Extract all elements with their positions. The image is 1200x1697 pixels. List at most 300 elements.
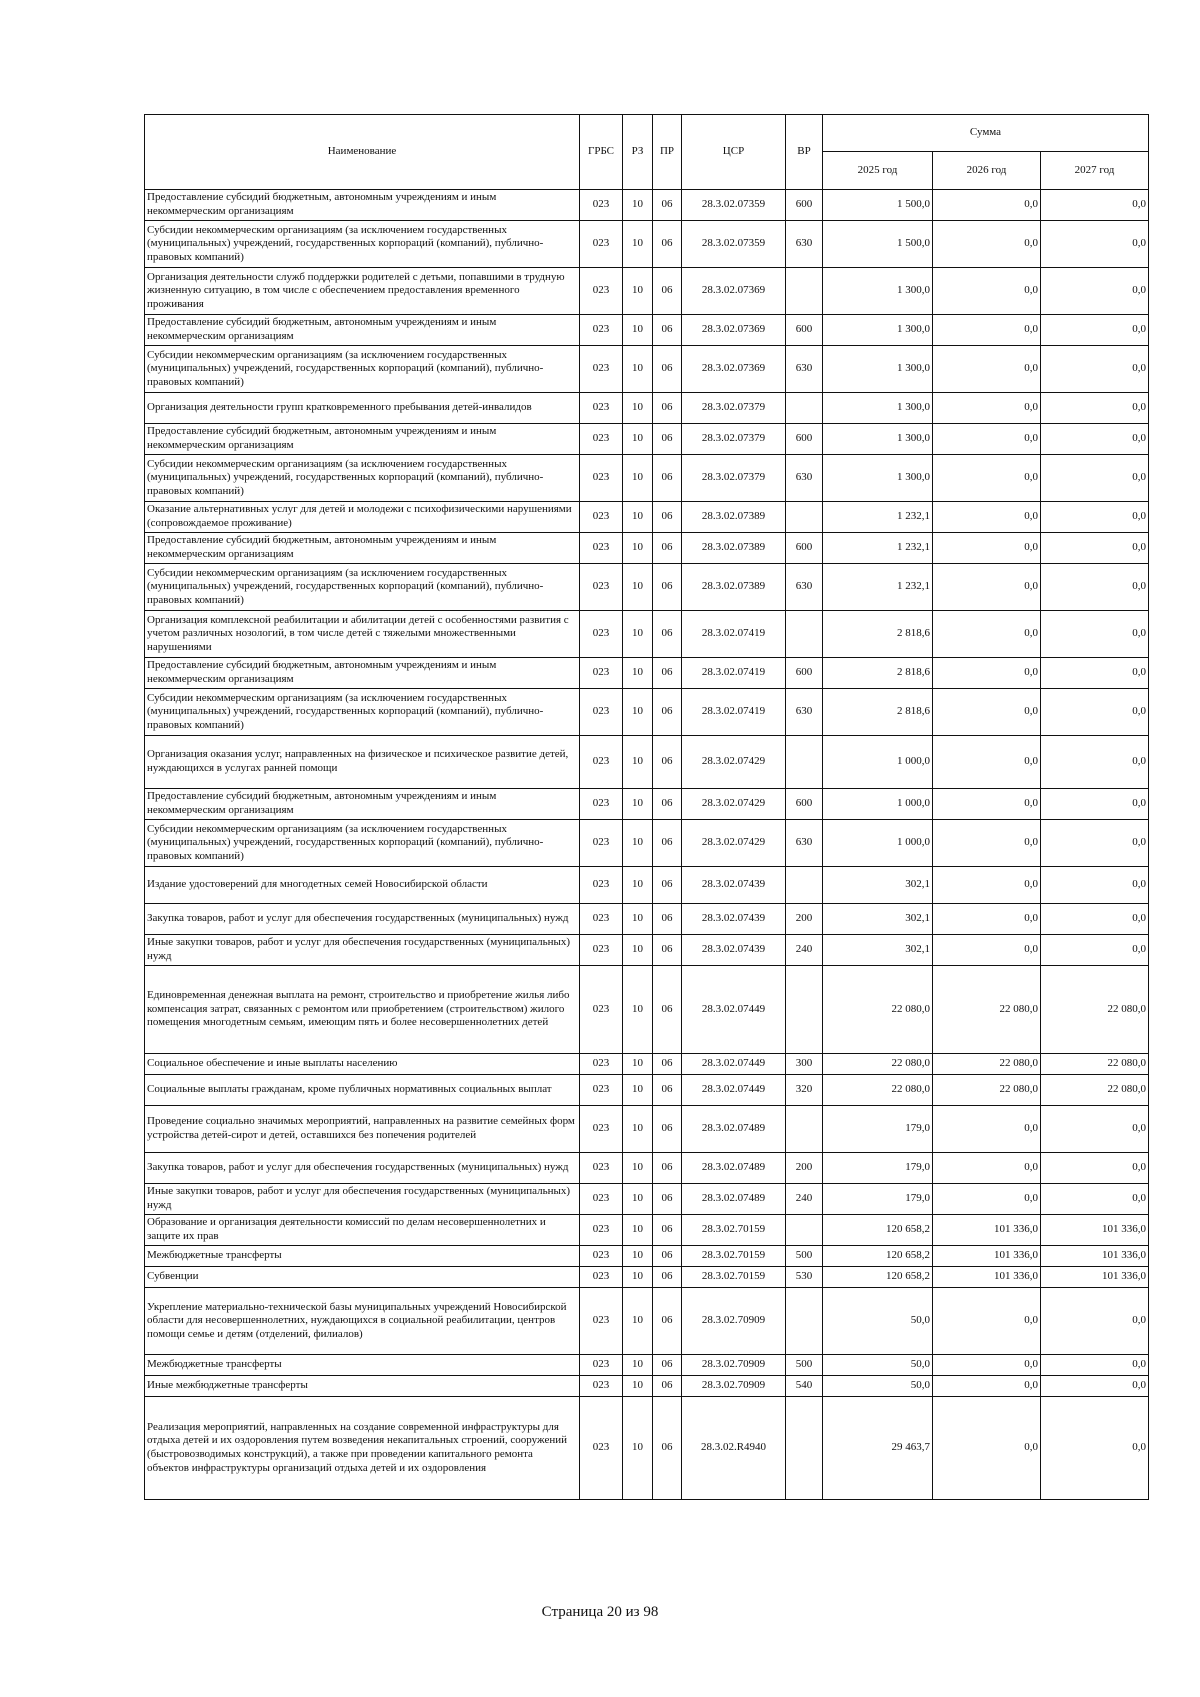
row-name: Межбюджетные трансферты xyxy=(145,1355,580,1376)
row-sum-2027: 0,0 xyxy=(1041,1153,1149,1184)
row-grbs: 023 xyxy=(580,315,623,346)
row-name: Субвенции xyxy=(145,1267,580,1288)
row-pr: 06 xyxy=(653,1184,682,1215)
page-number: Страница 20 из 98 xyxy=(541,1604,659,1620)
row-rz: 10 xyxy=(623,966,653,1054)
row-sum-2025: 1 232,1 xyxy=(823,564,933,611)
row-sum-2027: 101 336,0 xyxy=(1041,1267,1149,1288)
row-csr: 28.3.02.07449 xyxy=(682,1075,786,1106)
row-vr: 320 xyxy=(786,1075,823,1106)
header-name: Наименование xyxy=(145,115,580,190)
row-sum-2027: 0,0 xyxy=(1041,502,1149,533)
header-sum: Сумма xyxy=(823,115,1149,152)
row-vr xyxy=(786,1288,823,1355)
row-sum-2026: 0,0 xyxy=(933,1106,1041,1153)
row-vr: 500 xyxy=(786,1246,823,1267)
row-grbs: 023 xyxy=(580,789,623,820)
row-sum-2025: 1 300,0 xyxy=(823,455,933,502)
row-sum-2026: 0,0 xyxy=(933,346,1041,393)
row-name: Предоставление субсидий бюджетным, автономным учреждениям и иным некоммерческим организациям xyxy=(145,658,580,689)
row-vr: 600 xyxy=(786,789,823,820)
table-row xyxy=(145,1376,1149,1397)
row-csr: 28.3.02.07449 xyxy=(682,966,786,1054)
row-sum-2026: 22 080,0 xyxy=(933,966,1041,1054)
row-name: Организация комплексной реабилитации и абилитации детей с особенностями развития с учетом различных нозологий, в том числе детей с тяжелыми множественными нарушениями xyxy=(145,611,580,658)
row-csr: 28.3.02.07419 xyxy=(682,689,786,736)
table-row xyxy=(145,689,1149,736)
row-grbs: 023 xyxy=(580,658,623,689)
row-rz: 10 xyxy=(623,424,653,455)
row-rz: 10 xyxy=(623,789,653,820)
row-pr: 06 xyxy=(653,904,682,935)
row-sum-2026: 0,0 xyxy=(933,190,1041,221)
row-csr: 28.3.02.07419 xyxy=(682,611,786,658)
row-csr: 28.3.02.07489 xyxy=(682,1184,786,1215)
row-sum-2026: 0,0 xyxy=(933,424,1041,455)
table-row xyxy=(145,315,1149,346)
row-vr: 540 xyxy=(786,1376,823,1397)
row-sum-2027: 0,0 xyxy=(1041,393,1149,424)
row-sum-2027: 0,0 xyxy=(1041,789,1149,820)
row-sum-2027: 0,0 xyxy=(1041,904,1149,935)
row-csr: 28.3.02.07379 xyxy=(682,455,786,502)
row-vr: 500 xyxy=(786,1355,823,1376)
row-grbs: 023 xyxy=(580,1267,623,1288)
row-pr: 06 xyxy=(653,1106,682,1153)
row-sum-2025: 22 080,0 xyxy=(823,1054,933,1075)
header-2027: 2027 год xyxy=(1041,152,1149,190)
row-grbs: 023 xyxy=(580,268,623,315)
row-name: Иные закупки товаров, работ и услуг для обеспечения государственных (муниципальных) нужд xyxy=(145,935,580,966)
row-name: Социальные выплаты гражданам, кроме публичных нормативных социальных выплат xyxy=(145,1075,580,1106)
row-vr xyxy=(786,268,823,315)
row-sum-2025: 1 300,0 xyxy=(823,346,933,393)
row-vr xyxy=(786,1106,823,1153)
row-grbs: 023 xyxy=(580,1184,623,1215)
row-vr: 200 xyxy=(786,904,823,935)
row-csr: 28.3.02.07359 xyxy=(682,190,786,221)
row-grbs: 023 xyxy=(580,1376,623,1397)
row-rz: 10 xyxy=(623,1288,653,1355)
table-row xyxy=(145,1184,1149,1215)
row-name: Реализация мероприятий, направленных на создание современной инфраструктуры для отдыха детей и их оздоровления путем возведения некапитальных строений, сооружений (быстровозводимых конструкций), а также при проведении капитального ремонта объектов инфраструктуры организаций отдыха детей и их оздоровления xyxy=(145,1397,580,1500)
row-grbs: 023 xyxy=(580,966,623,1054)
row-rz: 10 xyxy=(623,1267,653,1288)
row-vr xyxy=(786,867,823,904)
row-csr: 28.3.02.07439 xyxy=(682,935,786,966)
row-sum-2026: 0,0 xyxy=(933,221,1041,268)
table-row xyxy=(145,1397,1149,1500)
row-pr: 06 xyxy=(653,424,682,455)
row-name: Социальное обеспечение и иные выплаты населению xyxy=(145,1054,580,1075)
row-rz: 10 xyxy=(623,346,653,393)
row-pr: 06 xyxy=(653,736,682,789)
header-csr: ЦСР xyxy=(682,115,786,190)
table-row xyxy=(145,268,1149,315)
row-name: Субсидии некоммерческим организациям (за исключением государственных (муниципальных) учреждений, государственных корпораций (компаний), публично-правовых компаний) xyxy=(145,820,580,867)
row-grbs: 023 xyxy=(580,1106,623,1153)
table-row xyxy=(145,789,1149,820)
row-csr: 28.3.02.07429 xyxy=(682,820,786,867)
row-sum-2026: 0,0 xyxy=(933,1153,1041,1184)
row-rz: 10 xyxy=(623,1355,653,1376)
row-sum-2025: 1 000,0 xyxy=(823,820,933,867)
row-vr: 600 xyxy=(786,533,823,564)
row-name: Укрепление материально-технической базы муниципальных учреждений Новосибирской области для несовершеннолетних, нуждающихся в социальной реабилитации, центров помощи семье и детям (отделений, филиалов) xyxy=(145,1288,580,1355)
table-body xyxy=(145,190,1149,1500)
row-pr: 06 xyxy=(653,867,682,904)
row-rz: 10 xyxy=(623,268,653,315)
row-name: Субсидии некоммерческим организациям (за исключением государственных (муниципальных) учреждений, государственных корпораций (компаний), публично-правовых компаний) xyxy=(145,346,580,393)
row-grbs: 023 xyxy=(580,1215,623,1246)
row-sum-2026: 0,0 xyxy=(933,904,1041,935)
row-pr: 06 xyxy=(653,1054,682,1075)
row-name: Предоставление субсидий бюджетным, автономным учреждениям и иным некоммерческим организациям xyxy=(145,789,580,820)
row-sum-2027: 0,0 xyxy=(1041,820,1149,867)
row-vr xyxy=(786,393,823,424)
table-row xyxy=(145,221,1149,268)
row-name: Межбюджетные трансферты xyxy=(145,1246,580,1267)
row-rz: 10 xyxy=(623,315,653,346)
row-sum-2025: 1 500,0 xyxy=(823,190,933,221)
table-row xyxy=(145,1246,1149,1267)
row-csr: 28.3.02.70159 xyxy=(682,1267,786,1288)
row-sum-2026: 101 336,0 xyxy=(933,1267,1041,1288)
row-pr: 06 xyxy=(653,935,682,966)
row-name: Единовременная денежная выплата на ремонт, строительство и приобретение жилья либо компенсация затрат, связанных с ремонтом или приобретением (строительством) жилого помещения многодетным семьям, имеющим пять и более несовершеннолетних детей xyxy=(145,966,580,1054)
row-name: Закупка товаров, работ и услуг для обеспечения государственных (муниципальных) нужд xyxy=(145,904,580,935)
row-rz: 10 xyxy=(623,502,653,533)
row-sum-2025: 1 300,0 xyxy=(823,393,933,424)
row-pr: 06 xyxy=(653,502,682,533)
row-csr: 28.3.02.07429 xyxy=(682,736,786,789)
row-sum-2025: 2 818,6 xyxy=(823,658,933,689)
table-row xyxy=(145,1153,1149,1184)
row-sum-2027: 0,0 xyxy=(1041,1397,1149,1500)
row-grbs: 023 xyxy=(580,867,623,904)
row-rz: 10 xyxy=(623,611,653,658)
row-pr: 06 xyxy=(653,190,682,221)
row-csr: 28.3.02.07439 xyxy=(682,904,786,935)
row-pr: 06 xyxy=(653,1397,682,1500)
row-sum-2027: 0,0 xyxy=(1041,689,1149,736)
row-vr: 630 xyxy=(786,221,823,268)
row-vr xyxy=(786,1215,823,1246)
row-sum-2027: 0,0 xyxy=(1041,1184,1149,1215)
row-sum-2026: 0,0 xyxy=(933,1376,1041,1397)
row-sum-2027: 0,0 xyxy=(1041,867,1149,904)
row-name: Оказание альтернативных услуг для детей и молодежи с психофизическими нарушениями (сопровождаемое проживание) xyxy=(145,502,580,533)
row-name: Предоставление субсидий бюджетным, автономным учреждениям и иным некоммерческим организациям xyxy=(145,315,580,346)
row-rz: 10 xyxy=(623,1106,653,1153)
row-vr xyxy=(786,611,823,658)
row-sum-2025: 120 658,2 xyxy=(823,1267,933,1288)
row-sum-2027: 0,0 xyxy=(1041,190,1149,221)
row-vr: 630 xyxy=(786,564,823,611)
row-pr: 06 xyxy=(653,1075,682,1106)
row-sum-2027: 0,0 xyxy=(1041,611,1149,658)
row-csr: 28.3.02.07489 xyxy=(682,1153,786,1184)
row-sum-2027: 0,0 xyxy=(1041,1355,1149,1376)
row-csr: 28.3.02.70909 xyxy=(682,1288,786,1355)
table-row xyxy=(145,1106,1149,1153)
row-vr: 240 xyxy=(786,935,823,966)
header-rz: РЗ xyxy=(623,115,653,190)
row-pr: 06 xyxy=(653,1267,682,1288)
row-grbs: 023 xyxy=(580,221,623,268)
row-sum-2026: 0,0 xyxy=(933,658,1041,689)
row-grbs: 023 xyxy=(580,1054,623,1075)
row-vr xyxy=(786,502,823,533)
row-grbs: 023 xyxy=(580,1153,623,1184)
table-row xyxy=(145,455,1149,502)
row-sum-2026: 0,0 xyxy=(933,1397,1041,1500)
row-pr: 06 xyxy=(653,658,682,689)
row-rz: 10 xyxy=(623,393,653,424)
row-grbs: 023 xyxy=(580,1288,623,1355)
row-pr: 06 xyxy=(653,611,682,658)
row-csr: 28.3.02.70159 xyxy=(682,1215,786,1246)
table-row xyxy=(145,1215,1149,1246)
row-sum-2025: 302,1 xyxy=(823,935,933,966)
row-vr: 630 xyxy=(786,820,823,867)
row-sum-2026: 0,0 xyxy=(933,1355,1041,1376)
row-vr xyxy=(786,736,823,789)
row-rz: 10 xyxy=(623,689,653,736)
table-row xyxy=(145,393,1149,424)
row-csr: 28.3.02.07389 xyxy=(682,502,786,533)
row-sum-2025: 179,0 xyxy=(823,1153,933,1184)
row-csr: 28.3.02.07389 xyxy=(682,533,786,564)
row-rz: 10 xyxy=(623,1075,653,1106)
row-sum-2026: 0,0 xyxy=(933,268,1041,315)
table-row xyxy=(145,346,1149,393)
table-row xyxy=(145,935,1149,966)
row-grbs: 023 xyxy=(580,1075,623,1106)
row-sum-2027: 101 336,0 xyxy=(1041,1246,1149,1267)
row-rz: 10 xyxy=(623,820,653,867)
row-grbs: 023 xyxy=(580,904,623,935)
row-sum-2027: 0,0 xyxy=(1041,424,1149,455)
row-sum-2025: 50,0 xyxy=(823,1376,933,1397)
row-sum-2027: 0,0 xyxy=(1041,736,1149,789)
table-row xyxy=(145,904,1149,935)
row-csr: 28.3.02.07429 xyxy=(682,789,786,820)
row-sum-2025: 302,1 xyxy=(823,904,933,935)
row-sum-2025: 2 818,6 xyxy=(823,611,933,658)
row-rz: 10 xyxy=(623,736,653,789)
row-pr: 06 xyxy=(653,393,682,424)
row-pr: 06 xyxy=(653,1246,682,1267)
row-grbs: 023 xyxy=(580,346,623,393)
row-name: Организация деятельности групп кратковременного пребывания детей-инвалидов xyxy=(145,393,580,424)
row-csr: 28.3.02.07369 xyxy=(682,315,786,346)
row-name: Субсидии некоммерческим организациям (за исключением государственных (муниципальных) учреждений, государственных корпораций (компаний), публично-правовых компаний) xyxy=(145,689,580,736)
row-sum-2026: 0,0 xyxy=(933,935,1041,966)
row-csr: 28.3.02.07369 xyxy=(682,346,786,393)
row-grbs: 023 xyxy=(580,502,623,533)
row-pr: 06 xyxy=(653,1376,682,1397)
row-csr: 28.3.02.70159 xyxy=(682,1246,786,1267)
row-sum-2026: 0,0 xyxy=(933,455,1041,502)
row-pr: 06 xyxy=(653,1153,682,1184)
row-pr: 06 xyxy=(653,966,682,1054)
row-rz: 10 xyxy=(623,904,653,935)
row-pr: 06 xyxy=(653,346,682,393)
row-pr: 06 xyxy=(653,315,682,346)
row-sum-2026: 0,0 xyxy=(933,689,1041,736)
row-sum-2027: 22 080,0 xyxy=(1041,966,1149,1054)
row-vr xyxy=(786,1397,823,1500)
row-grbs: 023 xyxy=(580,736,623,789)
row-name: Организация оказания услуг, направленных на физическое и психическое развитие детей, нуждающихся в услугах ранней помощи xyxy=(145,736,580,789)
table-row xyxy=(145,1267,1149,1288)
row-sum-2026: 0,0 xyxy=(933,315,1041,346)
row-pr: 06 xyxy=(653,1288,682,1355)
row-grbs: 023 xyxy=(580,533,623,564)
row-sum-2026: 22 080,0 xyxy=(933,1054,1041,1075)
row-name: Предоставление субсидий бюджетным, автономным учреждениям и иным некоммерческим организациям xyxy=(145,190,580,221)
row-name: Предоставление субсидий бюджетным, автономным учреждениям и иным некоммерческим организациям xyxy=(145,424,580,455)
row-vr: 600 xyxy=(786,424,823,455)
row-sum-2025: 179,0 xyxy=(823,1184,933,1215)
row-sum-2025: 1 232,1 xyxy=(823,533,933,564)
row-grbs: 023 xyxy=(580,424,623,455)
row-sum-2027: 0,0 xyxy=(1041,315,1149,346)
row-sum-2027: 0,0 xyxy=(1041,1106,1149,1153)
row-rz: 10 xyxy=(623,1376,653,1397)
row-csr: 28.3.02.07489 xyxy=(682,1106,786,1153)
row-sum-2027: 0,0 xyxy=(1041,1376,1149,1397)
row-sum-2025: 179,0 xyxy=(823,1106,933,1153)
table-row xyxy=(145,502,1149,533)
row-rz: 10 xyxy=(623,1153,653,1184)
row-name: Закупка товаров, работ и услуг для обеспечения государственных (муниципальных) нужд xyxy=(145,1153,580,1184)
table-row xyxy=(145,867,1149,904)
row-csr: 28.3.02.70909 xyxy=(682,1355,786,1376)
header-2025: 2025 год xyxy=(823,152,933,190)
row-sum-2027: 0,0 xyxy=(1041,346,1149,393)
row-vr xyxy=(786,966,823,1054)
table-row xyxy=(145,611,1149,658)
row-sum-2026: 0,0 xyxy=(933,502,1041,533)
table-row xyxy=(145,533,1149,564)
row-vr: 600 xyxy=(786,315,823,346)
table-row xyxy=(145,564,1149,611)
table-row xyxy=(145,1054,1149,1075)
row-vr: 530 xyxy=(786,1267,823,1288)
table-row xyxy=(145,966,1149,1054)
row-pr: 06 xyxy=(653,789,682,820)
row-sum-2027: 0,0 xyxy=(1041,455,1149,502)
row-sum-2025: 120 658,2 xyxy=(823,1215,933,1246)
row-sum-2026: 0,0 xyxy=(933,1288,1041,1355)
row-sum-2025: 1 500,0 xyxy=(823,221,933,268)
row-name: Иные закупки товаров, работ и услуг для обеспечения государственных (муниципальных) нужд xyxy=(145,1184,580,1215)
row-grbs: 023 xyxy=(580,455,623,502)
row-sum-2026: 22 080,0 xyxy=(933,1075,1041,1106)
row-rz: 10 xyxy=(623,1246,653,1267)
row-grbs: 023 xyxy=(580,1397,623,1500)
row-sum-2025: 50,0 xyxy=(823,1355,933,1376)
row-sum-2026: 0,0 xyxy=(933,533,1041,564)
header-pr: ПР xyxy=(653,115,682,190)
row-sum-2026: 0,0 xyxy=(933,820,1041,867)
row-name: Иные межбюджетные трансферты xyxy=(145,1376,580,1397)
row-sum-2025: 1 000,0 xyxy=(823,789,933,820)
table-row xyxy=(145,658,1149,689)
row-pr: 06 xyxy=(653,564,682,611)
row-vr: 300 xyxy=(786,1054,823,1075)
row-name: Организация деятельности служб поддержки родителей с детьми, попавшими в трудную жизненную ситуацию, в том числе с обеспечением предоставления временного проживания xyxy=(145,268,580,315)
table-row xyxy=(145,1355,1149,1376)
row-sum-2025: 1 300,0 xyxy=(823,268,933,315)
row-grbs: 023 xyxy=(580,611,623,658)
row-sum-2026: 0,0 xyxy=(933,789,1041,820)
row-rz: 10 xyxy=(623,1397,653,1500)
row-pr: 06 xyxy=(653,1355,682,1376)
row-sum-2025: 22 080,0 xyxy=(823,1075,933,1106)
row-sum-2026: 0,0 xyxy=(933,393,1041,424)
row-name: Субсидии некоммерческим организациям (за исключением государственных (муниципальных) учреждений, государственных корпораций (компаний), публично-правовых компаний) xyxy=(145,564,580,611)
row-sum-2027: 0,0 xyxy=(1041,533,1149,564)
row-rz: 10 xyxy=(623,935,653,966)
row-sum-2025: 2 818,6 xyxy=(823,689,933,736)
row-name: Предоставление субсидий бюджетным, автономным учреждениям и иным некоммерческим организациям xyxy=(145,533,580,564)
row-name: Проведение социально значимых мероприятий, направленных на развитие семейных форм устройства детей-сирот и детей, оставшихся без попечения родителей xyxy=(145,1106,580,1153)
header-vr: ВР xyxy=(786,115,823,190)
row-pr: 06 xyxy=(653,221,682,268)
row-grbs: 023 xyxy=(580,820,623,867)
row-sum-2025: 1 300,0 xyxy=(823,315,933,346)
row-grbs: 023 xyxy=(580,190,623,221)
row-vr: 630 xyxy=(786,689,823,736)
row-csr: 28.3.02.07379 xyxy=(682,424,786,455)
row-rz: 10 xyxy=(623,564,653,611)
row-sum-2027: 22 080,0 xyxy=(1041,1075,1149,1106)
row-csr: 28.3.02.R4940 xyxy=(682,1397,786,1500)
table-row xyxy=(145,820,1149,867)
row-rz: 10 xyxy=(623,533,653,564)
row-grbs: 023 xyxy=(580,689,623,736)
row-grbs: 023 xyxy=(580,393,623,424)
row-csr: 28.3.02.07419 xyxy=(682,658,786,689)
table-row xyxy=(145,424,1149,455)
row-csr: 28.3.02.07439 xyxy=(682,867,786,904)
row-sum-2025: 29 463,7 xyxy=(823,1397,933,1500)
row-sum-2025: 1 300,0 xyxy=(823,424,933,455)
row-sum-2027: 0,0 xyxy=(1041,1288,1149,1355)
row-sum-2026: 0,0 xyxy=(933,736,1041,789)
table-row xyxy=(145,190,1149,221)
row-csr: 28.3.02.07379 xyxy=(682,393,786,424)
row-pr: 06 xyxy=(653,689,682,736)
table-row xyxy=(145,736,1149,789)
row-csr: 28.3.02.07369 xyxy=(682,268,786,315)
row-rz: 10 xyxy=(623,1215,653,1246)
row-rz: 10 xyxy=(623,190,653,221)
row-sum-2026: 0,0 xyxy=(933,564,1041,611)
row-name: Издание удостоверений для многодетных семей Новосибирской области xyxy=(145,867,580,904)
row-sum-2027: 0,0 xyxy=(1041,221,1149,268)
row-sum-2027: 0,0 xyxy=(1041,564,1149,611)
row-rz: 10 xyxy=(623,658,653,689)
row-grbs: 023 xyxy=(580,935,623,966)
row-sum-2026: 0,0 xyxy=(933,611,1041,658)
row-sum-2027: 0,0 xyxy=(1041,268,1149,315)
row-vr: 600 xyxy=(786,190,823,221)
row-sum-2026: 101 336,0 xyxy=(933,1246,1041,1267)
